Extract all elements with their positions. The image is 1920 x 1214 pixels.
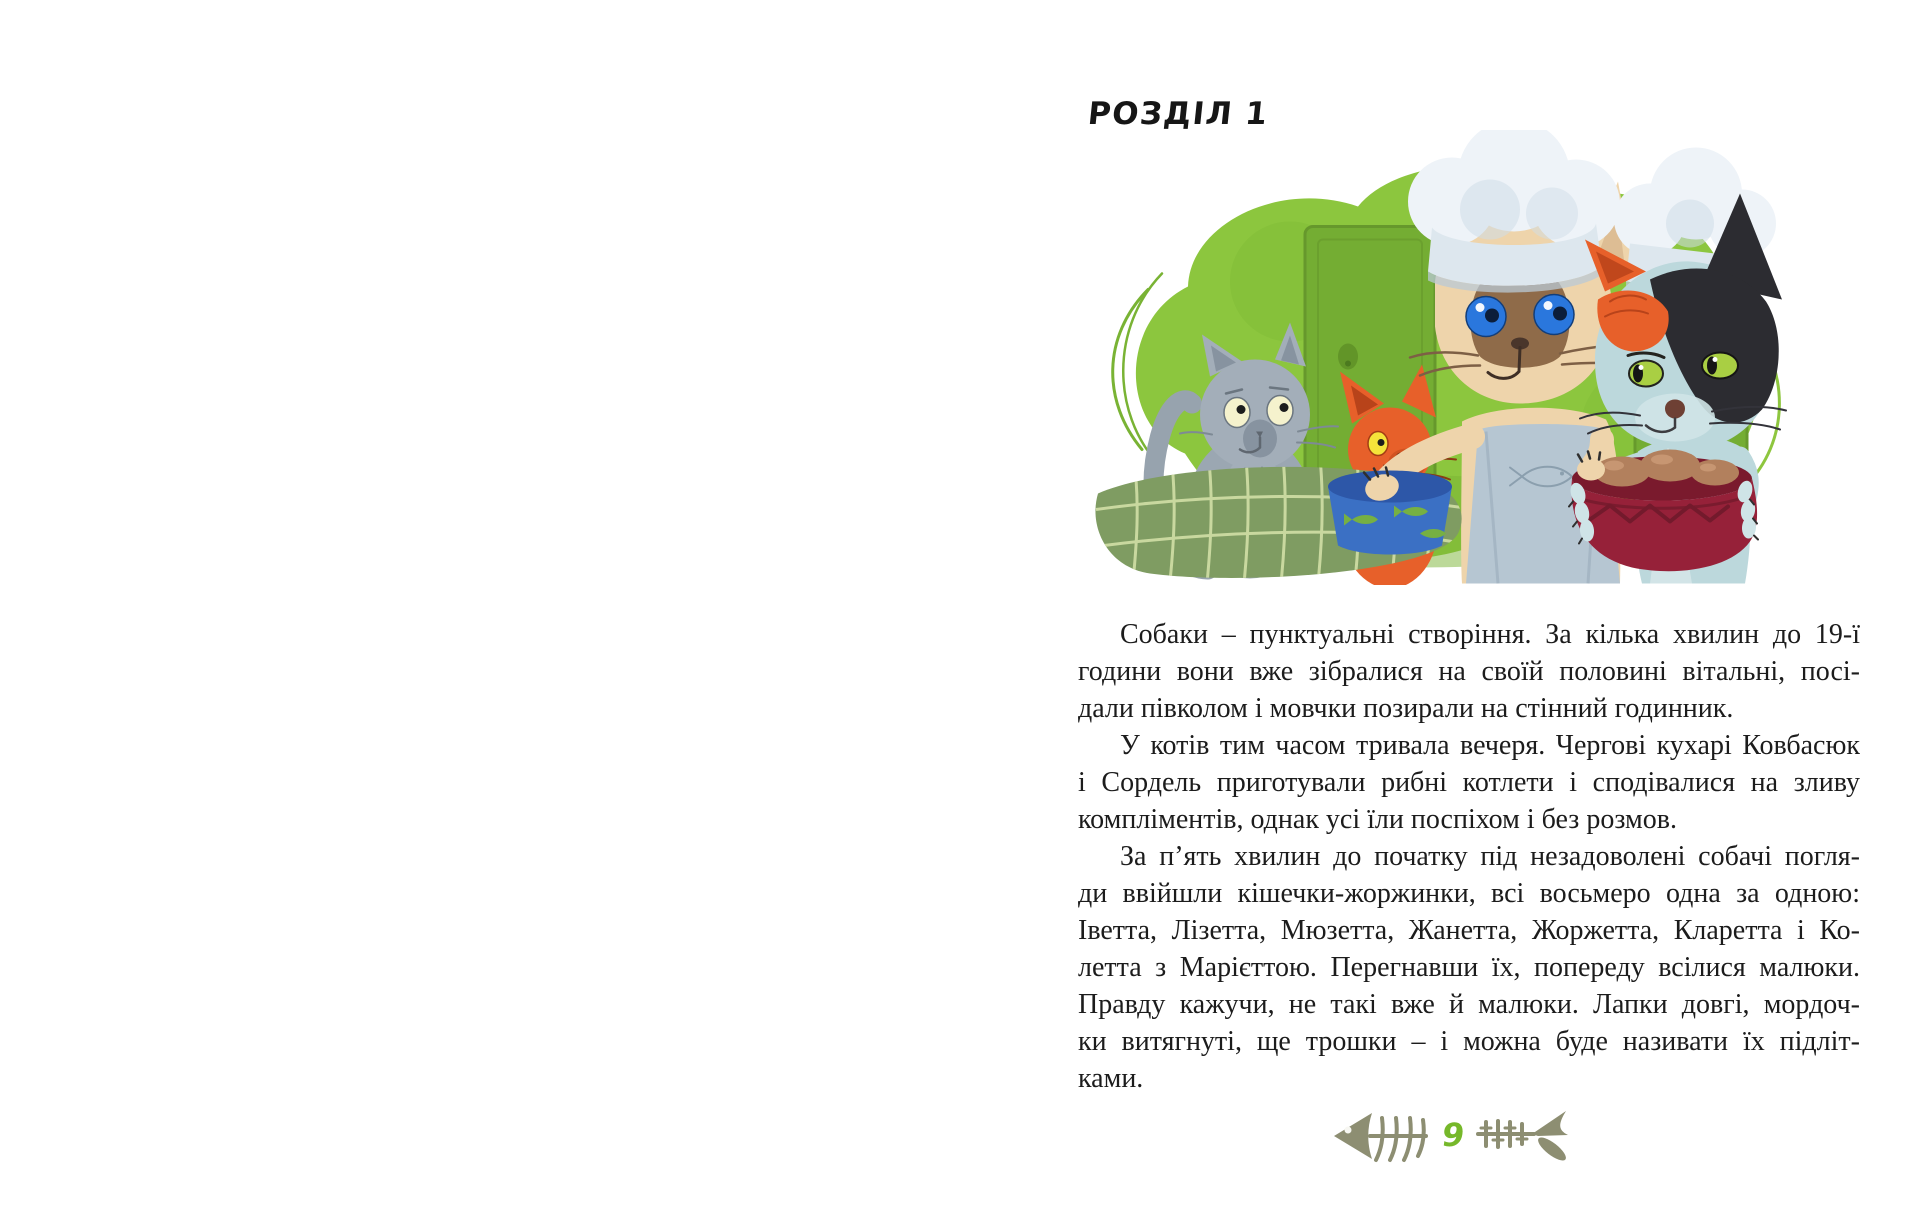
chapter-illustration — [1090, 130, 1800, 585]
text-line: У котів тим часом тривала вечеря. Чергові кухарі Ковбасюк — [1120, 730, 1860, 761]
text-line: ди ввійшли кішечки-жоржинки, всі восьмеро одна за одною: — [1078, 878, 1860, 909]
text-line: Собаки – пунктуальні створіння. За кілька хвилин до 19-ї — [1120, 619, 1860, 650]
text-line: За п’ять хвилин до початку під незадоволені собачі погля- — [1120, 841, 1860, 872]
page-number: 9 — [1439, 1116, 1467, 1154]
chef-hat-icon — [1408, 130, 1620, 293]
text-line: і Сордель приготували рибні котлети і сподівалися на зливу — [1078, 767, 1860, 798]
page-text — [1078, 616, 1860, 1097]
text-line: дали півколом і мовчки позирали на стінний годинник. — [1078, 693, 1734, 724]
text-line: години вони вже зібралися на своїй половині вітальні, посі- — [1078, 656, 1860, 687]
text-line: компліментів, однак усі їли поспіхом і без розмов. — [1078, 804, 1677, 835]
fish-skeleton-head-icon — [1330, 1106, 1430, 1164]
page-footer — [1330, 1106, 1571, 1164]
fish-skeleton-tail-icon — [1476, 1106, 1571, 1164]
chapter-heading: РОЗДІЛ 1 — [1086, 96, 1271, 132]
text-line: ками. — [1078, 1063, 1144, 1094]
text-line: Іветта, Лізетта, Мюзетта, Жанетта, Жоржетта, Кларетта і Ко- — [1078, 915, 1860, 946]
blue-bowl — [1328, 468, 1452, 555]
text-line: ки витягнуті, ще трошки – і можна буде називати їх підліт- — [1078, 1026, 1860, 1057]
text-line: летта з Марієттою. Перегнавши їх, попереду всілися малюки. — [1078, 952, 1860, 983]
text-line: Правду кажучи, не такі вже й малюки. Лапки довгі, мордоч- — [1078, 989, 1860, 1020]
